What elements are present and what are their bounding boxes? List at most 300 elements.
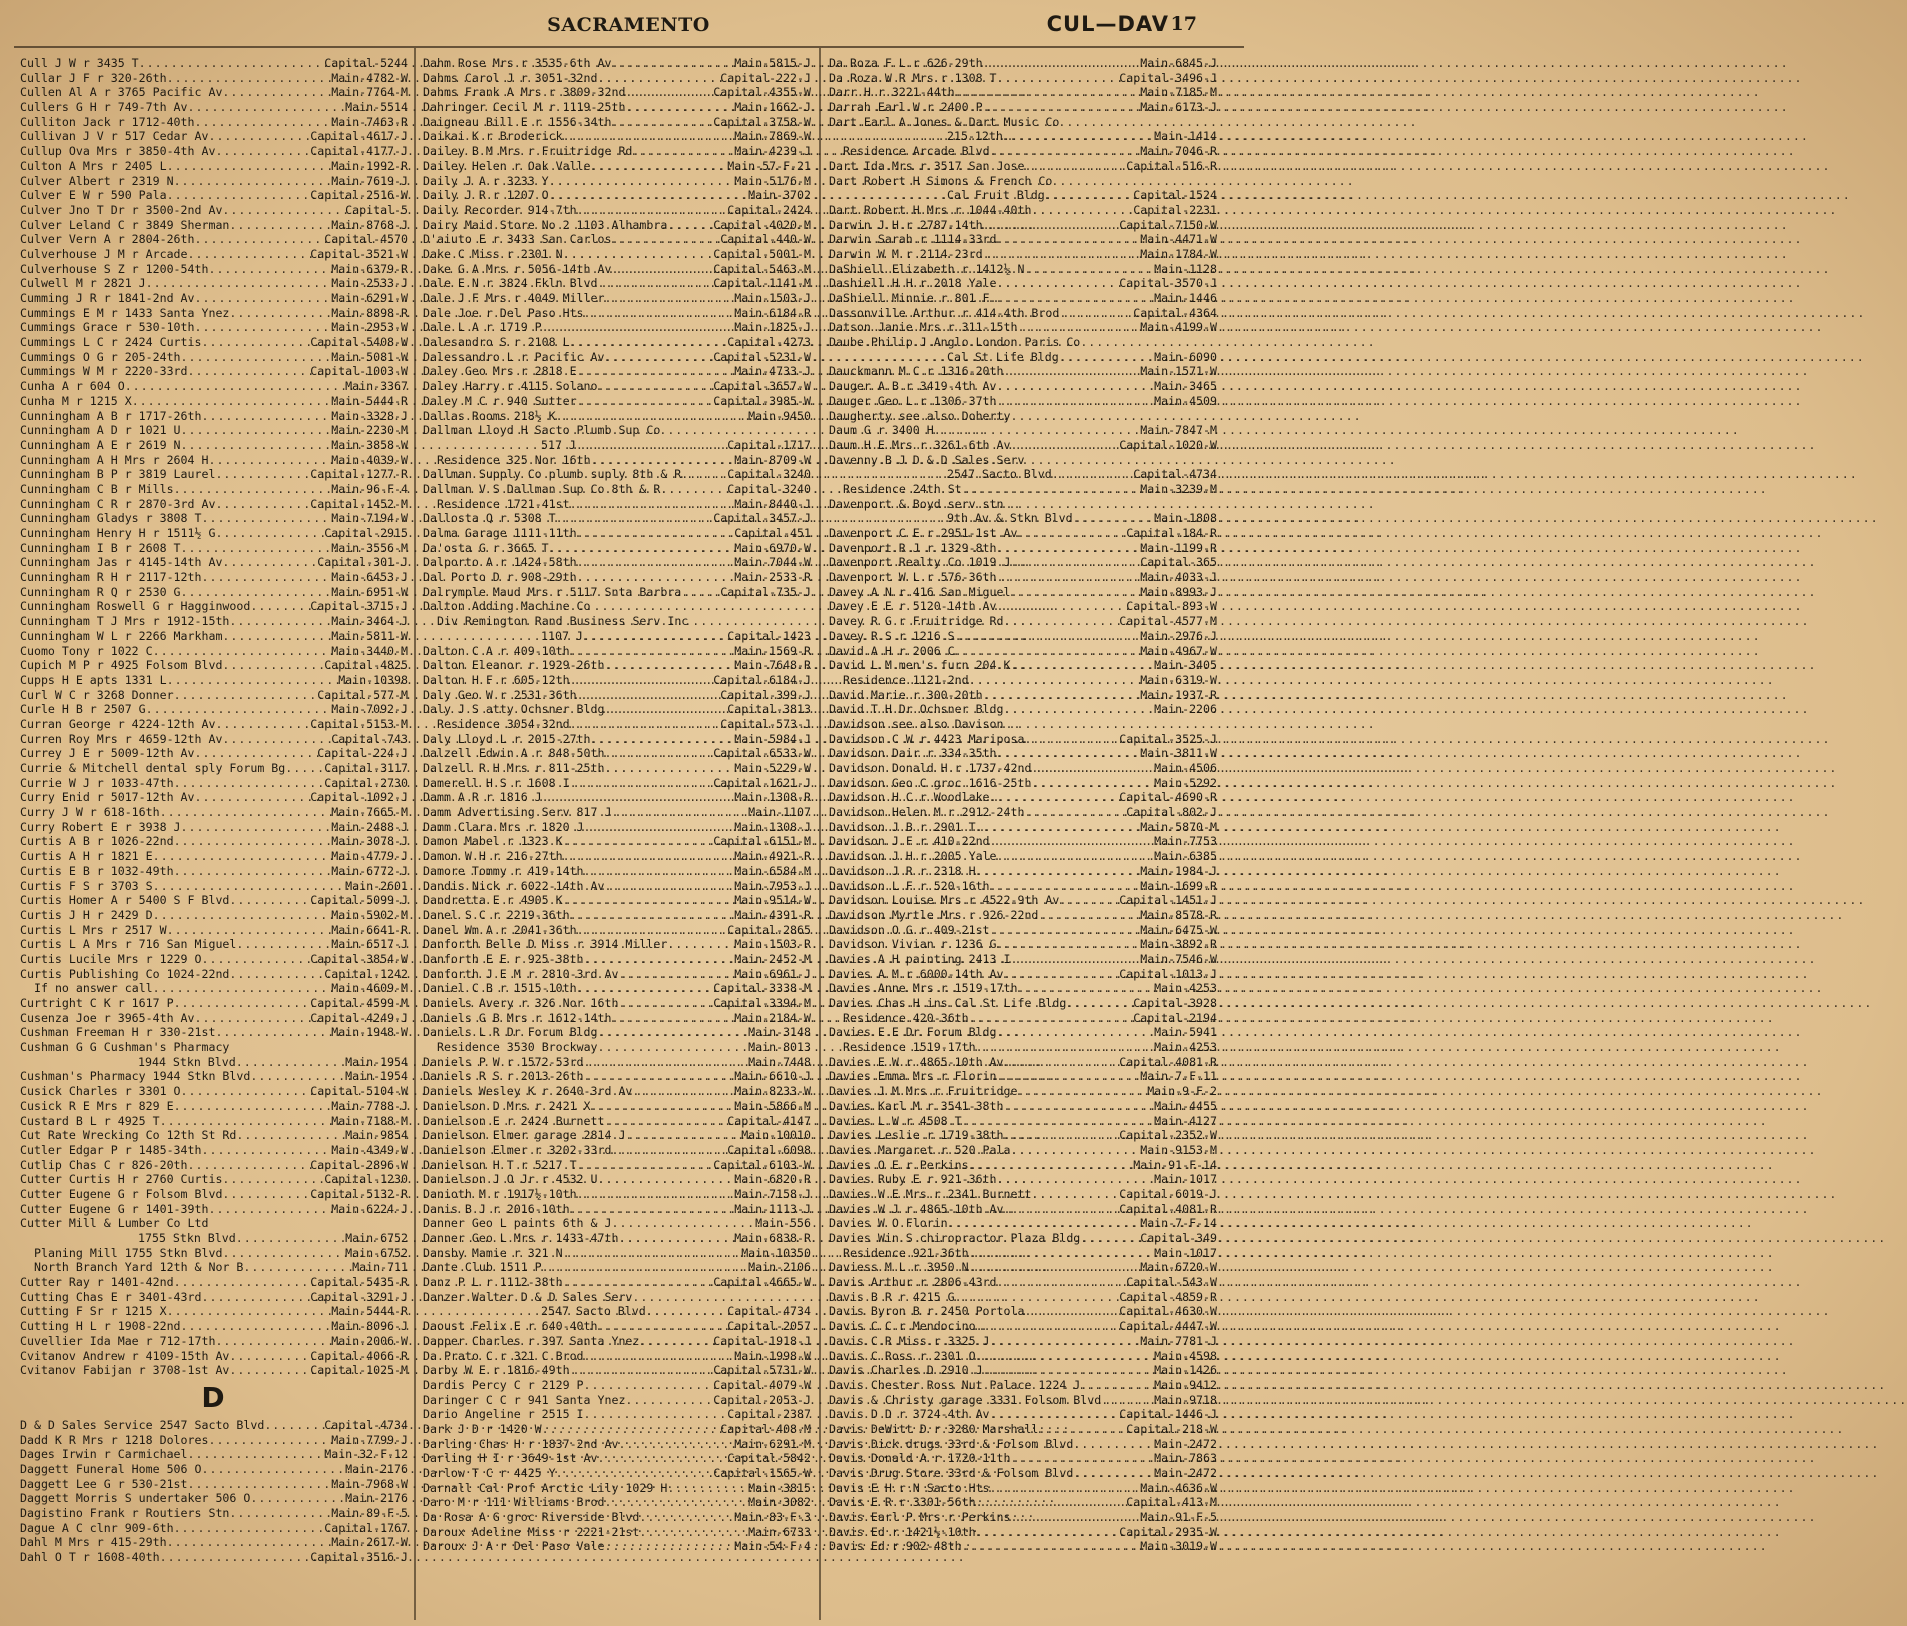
leader-dots	[976, 1349, 1155, 1364]
leader-dots	[997, 232, 1141, 247]
listing-name: Curtis L A Mrs r 716 San Miguel	[20, 937, 237, 952]
listing-name: Dart Robert H Simons & French Co	[829, 173, 1053, 188]
leader-dots	[591, 1099, 735, 1114]
page-number: 17	[1170, 13, 1197, 35]
phone-number: Main-1503-R	[734, 937, 811, 952]
listing-entry	[423, 1158, 811, 1173]
phone-number: Main-8768-J	[331, 217, 408, 232]
listing-name: Davies J M Mrs r Fruitridge	[829, 1084, 1018, 1099]
leader-dots	[201, 1462, 345, 1477]
phone-number: Main-5081-W	[331, 349, 408, 364]
listing-entry	[423, 1172, 811, 1187]
listing-entry	[20, 497, 408, 512]
listing-entry	[423, 849, 811, 864]
listing-entry	[423, 1011, 811, 1026]
phone-number: Main-9-F-2	[1147, 1084, 1217, 1099]
listing-name: Davidson J H r 2005 Yale	[829, 849, 997, 864]
listing-entry	[829, 247, 1217, 262]
phone-number: Main-4253	[1154, 1040, 1217, 1055]
listing-entry	[20, 1319, 408, 1334]
leader-dots	[584, 820, 735, 835]
listing-entry	[423, 526, 811, 541]
phone-number: Main-5941	[1154, 1025, 1217, 1040]
listing-name: Daube Philip J Anglo London Paris Co	[829, 335, 1081, 350]
listing-entry	[20, 247, 408, 262]
listing-name: Dalessandro L r Pacific Av	[423, 349, 605, 364]
listing-entry	[20, 1275, 408, 1290]
phone-number: Main-2976-J	[1140, 628, 1217, 643]
phone-number: Main-4253	[1154, 981, 1217, 996]
listing-name: Davey R G r Fruitridge Rd	[829, 614, 1004, 629]
listing-entry	[20, 438, 408, 453]
leader-dots	[215, 467, 310, 482]
leader-dots	[1045, 188, 1134, 203]
leader-dots	[990, 1481, 1141, 1496]
listing-name: Dake C Miss r 2301 N	[423, 246, 563, 261]
leader-dots	[174, 1275, 311, 1290]
leader-dots	[181, 350, 332, 365]
listing-name: Davis Ed r 902-48th	[829, 1539, 962, 1554]
phone-number: Main-1662-J	[734, 100, 811, 115]
leader-dots	[208, 453, 331, 468]
listing-name: 2547 Sacto Blvd	[541, 1304, 646, 1319]
leader-dots	[962, 482, 1141, 497]
leader-dots	[236, 1231, 345, 1246]
listing-entry	[423, 1246, 811, 1261]
leader-dots	[222, 1187, 310, 1202]
phone-number: Main-1784-W	[1140, 246, 1217, 261]
listing-entry	[829, 864, 1217, 879]
leader-dots	[584, 1055, 749, 1070]
listing-name: Dallman V S Dallman Sup Co 8th & R	[423, 481, 661, 496]
listing-name: Residence 3054-32nd	[437, 716, 570, 731]
listing-entry	[20, 1349, 408, 1364]
listing-entry	[829, 570, 1217, 585]
listing-name: Residence 325 Nor 16th	[437, 452, 591, 467]
listing-entry	[829, 952, 1217, 967]
leader-dots	[215, 497, 310, 512]
listing-name: Curtis Lucile Mrs r 1229 O	[20, 951, 202, 966]
listing-entry	[829, 56, 1217, 71]
listing-entry	[20, 1447, 408, 1462]
listing-entry	[829, 644, 1217, 659]
listing-name: Dandretta E r 4905 K	[423, 893, 563, 908]
phone-number: Capital-6098	[727, 1142, 811, 1157]
listing-entry	[423, 1481, 811, 1496]
leader-dots	[639, 1334, 713, 1349]
phone-number: Main-1569-R	[734, 643, 811, 658]
leader-dots	[1059, 893, 1119, 908]
listing-entry	[829, 923, 1217, 938]
leader-dots	[556, 409, 749, 424]
phone-number: Main-1992-R	[331, 158, 408, 173]
phone-number: Capital-5408-W	[310, 335, 408, 350]
listing-name: Danielson E r 2424 Burnett	[423, 1113, 605, 1128]
listing-name: Danielson H T r 5217 T	[423, 1157, 577, 1172]
phone-number: Main-8898-R	[331, 305, 408, 320]
leader-dots	[201, 570, 331, 585]
phone-number: Capital-4177-J	[310, 144, 408, 159]
phone-number: Main-2601	[345, 878, 408, 893]
leader-dots	[1004, 1055, 1120, 1070]
leader-dots	[188, 364, 311, 379]
listing-name: Dart Robert H Mrs r 1044-40th	[829, 202, 1032, 217]
listing-entry	[20, 1550, 408, 1565]
listing-name: Daringer C C r 941 Santa Ynez	[423, 1392, 626, 1407]
listing-name: D'aiuto E r 3433 San Carlos	[423, 232, 612, 247]
listing-name: Davey A N r 416 San Miguel	[829, 584, 1011, 599]
phone-number: Main-54-F-4	[734, 1539, 811, 1554]
leader-dots	[990, 144, 1141, 159]
phone-number: Capital-1025-M	[310, 1363, 408, 1378]
listing-name: Dauger A B r 3419-4th Av	[829, 379, 997, 394]
listing-name: Davies Chas H ins Cal St Life Bldg	[829, 996, 1067, 1010]
leader-dots	[976, 1525, 1120, 1540]
listing-name: Davidson Myrtle Mrs r 926-22nd	[829, 907, 1039, 922]
phone-number: Main-6517-J	[331, 937, 408, 952]
phone-number: Main-1017	[1154, 1245, 1217, 1260]
listing-name: Davis Charles D 2910 J	[829, 1363, 983, 1378]
listing-entry	[20, 1216, 408, 1231]
listing-name: Curry Enid r 5017-12th Av	[20, 790, 195, 805]
phone-number: Main-7194-W	[331, 511, 408, 526]
listing-name: Currie W J r 1033-47th	[20, 775, 174, 790]
phone-number: Main-8013	[748, 1040, 811, 1055]
leader-dots	[146, 702, 332, 717]
phone-number: Main-7648-R	[734, 658, 811, 673]
leader-dots	[1052, 467, 1134, 482]
leader-dots	[1080, 1378, 1154, 1393]
leader-dots	[976, 864, 1141, 879]
phone-number: Capital-3928	[1133, 996, 1217, 1010]
listing-entry	[20, 805, 408, 820]
listing-name: Davey R S r 1216 S	[829, 628, 955, 643]
phone-number: Main-7092-J	[331, 702, 408, 717]
listing-name: Darr H r 3221-44th	[829, 85, 955, 100]
phone-number: Main-3464-J	[331, 614, 408, 629]
listing-entry	[423, 614, 811, 629]
leader-dots	[646, 1304, 728, 1319]
listing-name: Dassonville Arthur r 414-4th Brod	[829, 305, 1060, 320]
listing-name: Daniels G B Mrs r 1612-14th	[423, 1010, 612, 1025]
leader-dots	[577, 1187, 735, 1202]
listing-name: Cunningham C B r Mills	[20, 481, 174, 496]
listing-name: Cutter Eugene G r Folsom Blvd	[20, 1186, 223, 1201]
leader-dots	[611, 1143, 727, 1158]
leader-dots	[229, 614, 331, 629]
phone-number: Main-6772-J	[331, 863, 408, 878]
listing-entry	[20, 1172, 408, 1187]
listing-name: Danzer Walter D & D Sales Serv	[423, 1289, 633, 1304]
listing-entry	[20, 56, 408, 71]
listing-entry	[423, 1510, 811, 1525]
listing-name: Davis Donald A r 1720-11th	[829, 1451, 1011, 1466]
leader-dots	[264, 1418, 324, 1433]
phone-number: Capital-2352-W	[1119, 1128, 1217, 1143]
listing-name: Planing Mill 1755 Stkn Blvd	[34, 1245, 223, 1260]
listing-entry	[829, 908, 1217, 923]
listing-entry	[829, 1040, 1217, 1055]
leader-dots	[542, 1260, 749, 1275]
listing-entry	[423, 71, 811, 86]
listing-name: Dahm Rose Mrs r 3535-6th Av	[423, 56, 612, 70]
phone-number: Capital-224-J	[317, 746, 408, 761]
listing-name: Curry J W r 618-16th	[20, 805, 160, 820]
listing-entry	[20, 394, 408, 409]
leader-dots	[997, 570, 1141, 585]
listing-entry	[423, 1393, 811, 1408]
leader-dots	[570, 1363, 714, 1378]
phone-number: Capital-2424	[727, 202, 811, 217]
listing-entry	[829, 1304, 1217, 1319]
phone-number: Capital-6151-M	[713, 834, 811, 849]
leader-dots	[1010, 1143, 1140, 1158]
phone-number: Capital-4599-M	[310, 996, 408, 1010]
listing-entry	[20, 232, 408, 247]
leader-dots	[563, 1246, 742, 1261]
phone-number: Main-10350	[741, 1245, 811, 1260]
listing-entry	[20, 717, 408, 732]
phone-number: Capital-2915	[324, 526, 408, 540]
phone-number: Main-8709-W	[734, 452, 811, 467]
listing-name: Davies A M r 6000-14th Av	[829, 966, 1004, 981]
leader-dots	[591, 159, 728, 174]
listing-name: Davies W J r 4865-10th Av	[829, 1201, 1004, 1216]
phone-number: Main-4033-J	[1140, 570, 1217, 585]
phone-number: Main-5292	[1154, 775, 1217, 790]
listing-entry	[20, 644, 408, 659]
leader-dots	[570, 1202, 735, 1217]
listing-name: Cuvellier Ida Mae r 712-17th	[20, 1333, 216, 1348]
listing-name: Davis Arthur r 2806-43rd	[829, 1275, 997, 1290]
leader-dots	[583, 629, 727, 644]
listing-entry	[423, 761, 811, 776]
listing-entry	[423, 673, 811, 688]
leader-dots	[570, 908, 735, 923]
listing-entry	[423, 203, 811, 218]
phone-number: Capital-4249-J	[310, 1010, 408, 1025]
phone-number: Capital-2231	[1133, 202, 1217, 217]
phone-number: Capital-577-M	[317, 687, 408, 702]
listing-name: Culverhouse S Z r 1200-54th	[20, 261, 209, 276]
listing-entry	[423, 188, 811, 203]
listing-name: Curtright C K r 1617 P	[20, 996, 174, 1010]
leader-dots	[222, 555, 317, 570]
listing-entry	[829, 1202, 1217, 1217]
phone-number: Capital-1717	[727, 437, 811, 452]
leader-dots	[195, 790, 311, 805]
phone-number: Capital-4734	[324, 1417, 408, 1432]
listing-entry	[829, 629, 1217, 644]
listing-name: Cutter Ray r 1401-42nd	[20, 1275, 174, 1290]
phone-number: Main-2230-M	[331, 423, 408, 438]
listing-name: Cunningham B P r 3819 Laurel	[20, 467, 216, 482]
phone-number: Main-8578-R	[1140, 907, 1217, 922]
listing-name: Cummings O G r 205-24th	[20, 349, 181, 364]
phone-number: Main-4782-W	[331, 70, 408, 85]
listing-entry	[829, 203, 1217, 218]
leader-dots	[195, 291, 332, 306]
leader-dots	[598, 1451, 728, 1466]
listing-entry	[20, 908, 408, 923]
phone-number: Main-3811-W	[1140, 746, 1217, 761]
listing-name: Davis Drug Store 33rd & Folsom Blvd	[829, 1466, 1074, 1480]
leader-dots	[243, 1260, 352, 1275]
listing-name: Davidson C W r 4423 Mariposa	[829, 731, 1025, 746]
leader-dots	[667, 1481, 748, 1496]
leader-dots	[1031, 761, 1154, 776]
phone-number: Capital-218-W	[1126, 1421, 1217, 1436]
listing-name: Cunningham A B r 1717-26th	[20, 408, 202, 423]
phone-number: Main-7-F-11	[1140, 1069, 1217, 1084]
listing-entry	[829, 541, 1217, 556]
leader-dots	[969, 1011, 1134, 1026]
leader-dots	[1066, 996, 1133, 1011]
leader-dots	[174, 688, 318, 703]
phone-number: Main-2176	[345, 1461, 408, 1476]
phone-number: Capital-349	[1140, 1231, 1217, 1245]
phone-number: Main-1699-R	[1140, 878, 1217, 893]
phone-number: Capital-2053-J	[713, 1392, 811, 1407]
phone-number: Main-6838-R	[734, 1231, 811, 1245]
leader-dots	[563, 129, 735, 144]
leader-dots	[1073, 1437, 1154, 1452]
leader-dots	[948, 1216, 1141, 1231]
listing-name: Danioth M r 1917½-10th	[423, 1186, 577, 1201]
listing-entry	[20, 849, 408, 864]
listing-name: 1944 Stkn Blvd	[138, 1054, 236, 1069]
leader-dots	[1004, 1099, 1155, 1114]
leader-dots	[598, 1040, 749, 1055]
listing-name: Cusick Charles r 3301 O	[20, 1084, 181, 1099]
leader-dots	[997, 71, 1120, 86]
listing-name: Davis & Christy garage 3331 Folsom Blvd	[829, 1392, 1102, 1407]
listing-entry	[829, 1422, 1217, 1437]
phone-number: Main-4239-J	[734, 144, 811, 159]
phone-number: Capital-1230	[324, 1172, 408, 1187]
phone-number: Capital-3985-W	[713, 393, 811, 408]
leader-dots	[236, 1128, 345, 1143]
leader-dots	[153, 981, 332, 996]
leader-dots	[236, 937, 331, 952]
listing-entry	[20, 761, 408, 776]
listing-name: Cummings L C r 2424 Curtis	[20, 335, 202, 350]
leader-dots	[990, 834, 1155, 849]
listing-name: Damm Clara Mrs r 1820 J	[423, 819, 584, 834]
phone-number: Main-6970-W	[734, 540, 811, 555]
leader-dots	[604, 350, 713, 365]
phone-number: Main-6224-J	[331, 1201, 408, 1216]
leader-dots	[250, 1491, 345, 1506]
leader-dots	[997, 746, 1141, 761]
leader-dots	[577, 555, 735, 570]
phone-number: Capital-4355-W	[713, 85, 811, 100]
listing-name: Cunningham I B r 2608 T	[20, 540, 181, 555]
leader-dots	[604, 1539, 734, 1554]
phone-number: Capital-3521-W	[310, 246, 408, 261]
leader-dots	[195, 746, 318, 761]
listing-name: Davidson Donald H r 1737-42nd	[829, 761, 1032, 775]
leader-dots	[208, 262, 331, 277]
phone-number: Capital-3813	[727, 702, 811, 717]
listing-name: Da'osta G r 3665 T	[423, 540, 549, 555]
leader-dots	[1010, 438, 1119, 453]
phone-number: Main-5229-W	[734, 761, 811, 775]
leader-dots	[598, 1319, 728, 1334]
phone-number: Main-5815-J	[734, 56, 811, 70]
page-header	[0, 14, 1257, 44]
listing-entry	[829, 71, 1217, 86]
listing-entry	[829, 335, 1217, 350]
listing-entry	[423, 423, 811, 438]
leader-dots	[208, 129, 310, 144]
phone-number: Main-9514-W	[734, 893, 811, 908]
listing-name: Cullers G H r 749-7th Av	[20, 100, 188, 115]
listing-name: Danforth J E M r 2810-3rd Av	[423, 966, 619, 981]
leader-dots	[229, 1363, 310, 1378]
listing-entry	[20, 1260, 408, 1275]
listing-entry	[829, 188, 1217, 203]
listing-name: Currey J E r 5009-12th Av	[20, 746, 195, 761]
phone-number: Capital-1446-J	[1119, 1407, 1217, 1422]
listing-name: Darrah Earl W r 2400 P	[829, 100, 983, 115]
listing-name: Residence 1721-41st	[437, 496, 570, 511]
leader-dots	[1017, 1084, 1147, 1099]
phone-number: Capital-1565-W	[713, 1466, 811, 1480]
leader-dots	[625, 1393, 713, 1408]
phone-number: Main-3239-M	[1140, 481, 1217, 496]
listing-entry	[20, 1363, 408, 1378]
leader-dots	[584, 306, 735, 321]
phone-number: Capital-4665-W	[713, 1275, 811, 1290]
listing-entry	[829, 159, 1217, 174]
listing-entry	[829, 85, 1217, 100]
phone-number: Main-1128	[1154, 261, 1217, 276]
leader-dots	[181, 820, 332, 835]
phone-number: Main-6291-W	[331, 291, 408, 305]
phone-number: Main-9718	[1154, 1392, 1217, 1407]
listing-entry	[20, 482, 408, 497]
phone-number: Main-2533-R	[734, 570, 811, 585]
listing-name: Residence 921-36th	[843, 1245, 969, 1260]
listing-name: Daily Recorder 914-7th	[423, 202, 577, 217]
listing-entry	[829, 1539, 1217, 1554]
listing-entry	[20, 1158, 408, 1173]
listing-name: Davidson L F r 520-16th	[829, 878, 990, 893]
leader-dots	[153, 879, 346, 894]
leader-dots	[1017, 320, 1140, 335]
leader-dots	[556, 1466, 714, 1481]
phone-number: Main-2472	[1154, 1436, 1217, 1451]
listing-name: Cutting F Sr r 1215 X	[20, 1304, 167, 1319]
leader-dots	[584, 952, 735, 967]
leader-dots	[125, 379, 345, 394]
listing-name: Dahms Frank A Mrs r 3809-32nd	[423, 85, 626, 100]
leader-dots	[174, 776, 325, 791]
listing-entry	[423, 115, 811, 130]
listing-name: Davis Ed r 1421½-10th	[829, 1524, 976, 1539]
phone-number: Capital-5153-M	[310, 716, 408, 731]
phone-number: Capital-5731-W	[713, 1363, 811, 1378]
listing-name: Cummings W M r 2220-33rd	[20, 364, 188, 379]
leader-dots	[1004, 364, 1141, 379]
leader-dots	[955, 644, 1141, 659]
listing-name: Curren Roy Mrs r 4659-12th Av	[20, 731, 223, 746]
listing-entry	[423, 1114, 811, 1129]
leader-dots	[598, 1025, 749, 1040]
listing-entry	[829, 1246, 1217, 1261]
leader-dots	[955, 85, 1141, 100]
